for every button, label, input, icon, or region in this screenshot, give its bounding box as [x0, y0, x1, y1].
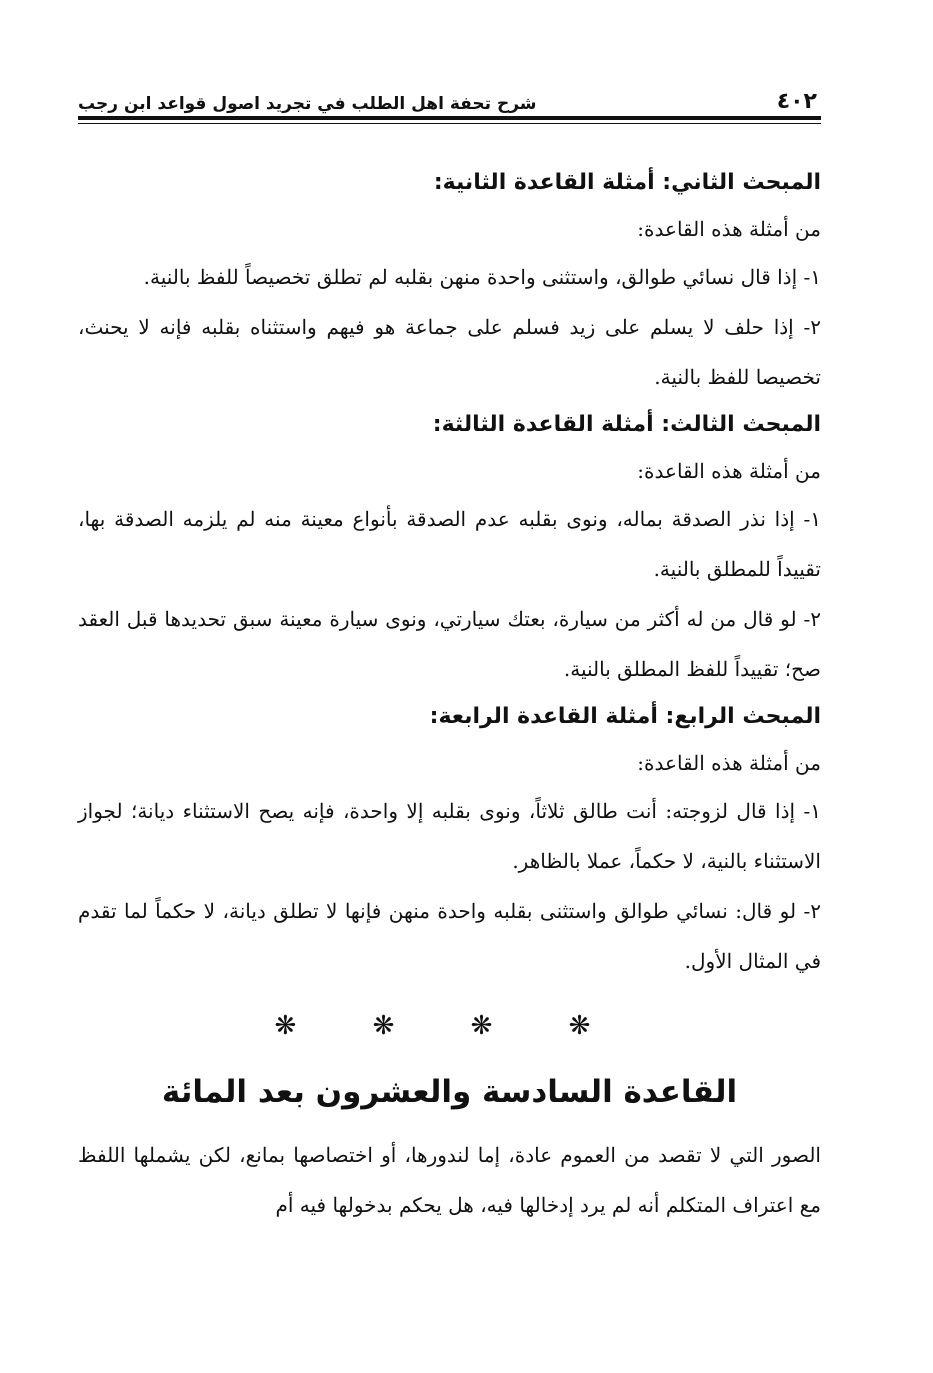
section-fourth-rule-examples: [78, 694, 821, 986]
example-item: ٢- لو قال من له أكثر من سيارة، بعتك سيارتي، ونوى سيارة معينة سبق تحديدها قبل العقد صح؛ تقييداً للفظ المطلق بالنية.: [78, 607, 821, 681]
example-item: ٢- إذا حلف لا يسلم على زيد فسلم على جماعة هو فيهم واستثناه بقلبه فإنه لا يحنث، تخصيصا للفظ بالنية.: [78, 315, 821, 389]
page-number: ٤٠٢: [776, 89, 817, 114]
example-item: ٢- لو قال: نسائي طوالق واستثنى بقلبه واحدة منهن فإنها لا تطلق ديانة، لا حكماً لما تقدم في المثال الأول.: [78, 899, 821, 973]
header-rule-thin: [78, 123, 821, 124]
page-header: [78, 78, 821, 114]
rule-title: القاعدة السادسة والعشرون بعد المائة: [161, 1074, 738, 1110]
section-heading: المبحث الثاني: أمثلة القاعدة الثانية:: [433, 170, 821, 195]
section-intro: من أمثلة هذه القاعدة:: [637, 751, 821, 775]
example-item: ١- إذا نذر الصدقة بماله، ونوى بقلبه عدم الصدقة بأنواع معينة منه لم يلزمه الصدقة بها، تقييداً للمطلق بالنية.: [78, 507, 821, 581]
section-second-rule-examples: [78, 160, 821, 402]
example-item: ١- إذا قال نسائي طوالق، واستثنى واحدة منهن بقلبه لم تطلق تخصيصاً للفظ بالنية.: [143, 265, 821, 289]
rule-body: الصور التي لا تقصد من العموم عادة، إما لندورها، أو اختصاصها بمانع، لكن يشملها اللفظ مع اعتراف المتكلم أنه لم يرد إدخالها فيه، هل يحكم بدخولها فيه أم: [78, 1143, 821, 1217]
section-third-rule-examples: [78, 402, 821, 694]
book-page: [78, 0, 821, 1373]
header-rule-thick: [78, 116, 821, 120]
example-item: ١- إذا قال لزوجته: أنت طالق ثلاثاً، ونوى بقلبه إلا واحدة، فإنه يصح الاستثناء ديانة؛ لجواز الاستثناء بالنية، لا حكماً، عملا بالظاهر.: [78, 799, 821, 873]
section-heading: المبحث الرابع: أمثلة القاعدة الرابعة:: [429, 704, 821, 729]
page-content: [78, 160, 821, 1230]
section-heading: المبحث الثالث: أمثلة القاعدة الثالثة:: [432, 412, 821, 437]
section-intro: من أمثلة هذه القاعدة:: [637, 459, 821, 483]
asterisk-separator: ❋ ❋ ❋ ❋: [274, 1011, 625, 1041]
running-title: شرح تحفة اهل الطلب في تجريد اصول قواعد ابن رجب: [78, 94, 537, 114]
section-intro: من أمثلة هذه القاعدة:: [637, 217, 821, 241]
